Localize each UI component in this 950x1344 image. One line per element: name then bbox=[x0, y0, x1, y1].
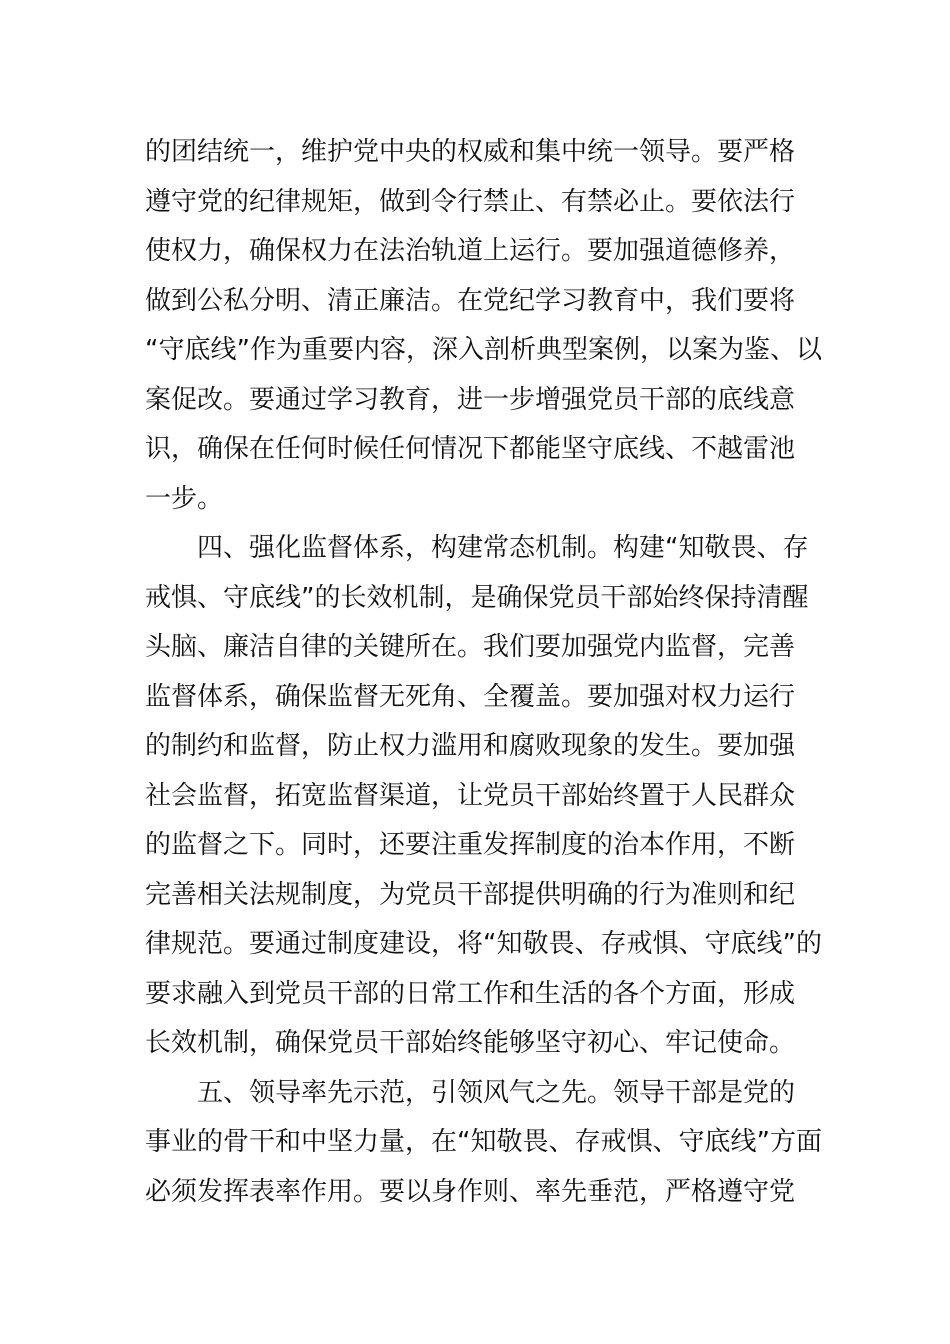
text-line: 长效机制，确保党员干部始终能够坚守初心、牢记使命。 bbox=[145, 1028, 796, 1058]
section-heading-line: 四、强化监督体系，构建常态机制。构建“知敬畏、存 bbox=[197, 533, 809, 563]
text-line: 戒惧、守底线”的长效机制，是确保党员干部始终保持清醒 bbox=[145, 582, 809, 613]
text-line: 使权力，确保权力在法治轨道上运行。要加强道德修养， bbox=[145, 236, 796, 266]
text-line: 律规范。要通过制度建设，将“知敬畏、存戒惧、守底线”的 bbox=[145, 929, 822, 959]
text-line: 案促改。要通过学习教育，进一步增强党员干部的底线意 bbox=[145, 384, 796, 415]
text-line: 完善相关法规制度，为党员干部提供明确的行为准则和纪 bbox=[145, 879, 796, 910]
text-line: 监督体系，确保监督无死角、全覆盖。要加强对权力运行 bbox=[145, 681, 796, 712]
text-line: 必须发挥表率作用。要以身作则、率先垂范，严格遵守党 bbox=[145, 1176, 796, 1207]
text-line: “守底线”作为重要内容，深入剖析典型案例，以案为鉴、以 bbox=[145, 335, 822, 365]
body-text bbox=[145, 128, 822, 1217]
text-line: 社会监督，拓宽监督渠道，让党员干部始终置于人民群众 bbox=[145, 780, 796, 811]
text-line: 做到公私分明、清正廉洁。在党纪学习教育中，我们要将 bbox=[145, 285, 796, 316]
text-line: 的团结统一，维护党中央的权威和集中统一领导。要严格 bbox=[145, 137, 796, 167]
text-line: 一步。 bbox=[145, 483, 224, 514]
section-heading-line: 五、领导率先示范，引领风气之先。领导干部是党的 bbox=[197, 1077, 796, 1108]
text-line: 的制约和监督，防止权力滥用和腐败现象的发生。要加强 bbox=[145, 731, 796, 761]
text-line: 事业的骨干和中坚力量，在“知敬畏、存戒惧、守底线”方面 bbox=[145, 1127, 822, 1157]
text-line: 遵守党的纪律规矩，做到令行禁止、有禁必止。要依法行 bbox=[145, 186, 796, 217]
text-line: 要求融入到党员干部的日常工作和生活的各个方面，形成 bbox=[145, 978, 796, 1009]
text-line: 的监督之下。同时，还要注重发挥制度的治本作用，不断 bbox=[145, 830, 796, 860]
text-line: 识，确保在任何时候任何情况下都能坚守底线、不越雷池 bbox=[145, 434, 796, 464]
text-line: 头脑、廉洁自律的关键所在。我们要加强党内监督，完善 bbox=[145, 632, 796, 662]
